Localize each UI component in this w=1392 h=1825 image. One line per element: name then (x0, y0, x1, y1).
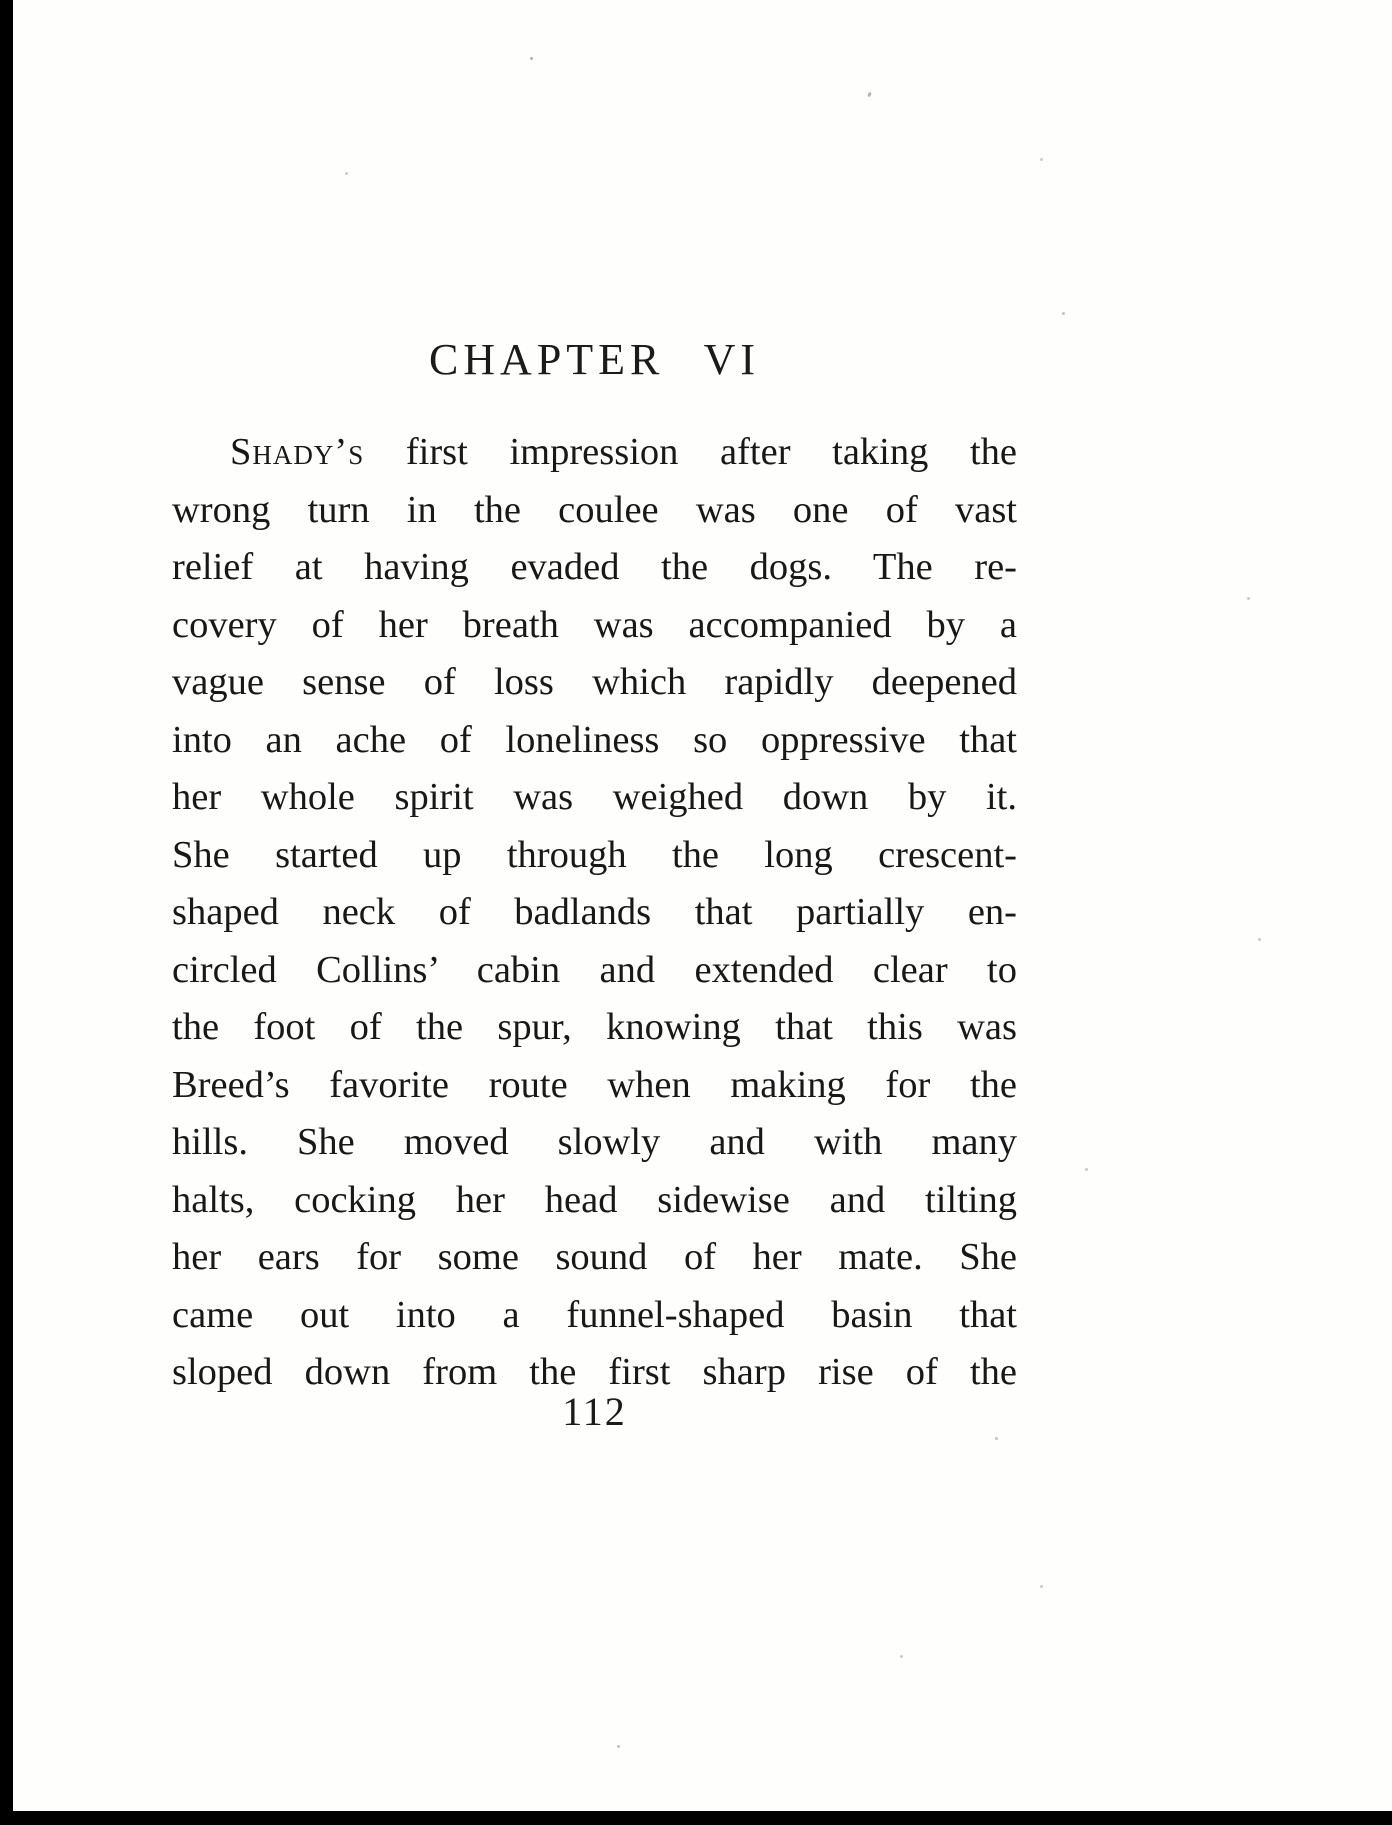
text-line-9: shaped neck of badlands that partially en- (172, 891, 1017, 933)
scan-speck (530, 57, 533, 60)
scan-speck (345, 172, 348, 175)
body-text (172, 424, 1017, 1402)
text-line-1 (172, 424, 1017, 482)
text-line-6: into an ache of loneliness so oppressive that (172, 718, 1017, 761)
scan-speck (995, 1437, 998, 1440)
scan-speck (1040, 1585, 1043, 1588)
text-line-12: Breed’s favorite route when making for the (172, 1063, 1017, 1106)
scan-edge-bottom (0, 1811, 1392, 1825)
text-line-14: halts, cocking her head sidewise and tilting (172, 1178, 1017, 1221)
text-line-8: She started up through the long crescent- (172, 833, 1017, 876)
scan-speck (867, 92, 872, 98)
text-line-2: wrong turn in the coulee was one of vast (172, 488, 1017, 531)
text-line-13: hills. She moved slowly and with many (172, 1121, 1017, 1163)
scan-edge-left (0, 0, 13, 1825)
scan-speck (1040, 158, 1043, 161)
scan-speck (1062, 312, 1065, 315)
scan-speck (1258, 938, 1261, 941)
scan-speck (900, 1655, 903, 1658)
chapter-heading: CHAPTER VI (428, 335, 761, 384)
scan-speck (1085, 1168, 1088, 1171)
text-line-1-rest: first impression after taking the (364, 431, 1017, 473)
scan-speck (1247, 597, 1250, 600)
page-number: 112 (562, 1389, 627, 1434)
text-line-17: sloped down from the first sharp rise of the (172, 1351, 1017, 1393)
text-line-11: the foot of the spur, knowing that this was (172, 1006, 1017, 1048)
text-line-7: her whole spirit was weighed down by it. (172, 776, 1017, 818)
text-line-4: covery of her breath was accompanied by a (172, 603, 1017, 646)
text-line-3: relief at having evaded the dogs. The re- (172, 546, 1017, 588)
small-caps-word: Shady’s (230, 431, 365, 473)
text-line-10: circled Collins’ cabin and extended clear to (172, 948, 1017, 991)
text-line-5: vague sense of loss which rapidly deepened (172, 661, 1017, 703)
text-line-16: came out into a funnel-shaped basin that (172, 1293, 1017, 1336)
text-line-15: her ears for some sound of her mate. She (172, 1236, 1017, 1278)
scan-speck (617, 1745, 620, 1748)
